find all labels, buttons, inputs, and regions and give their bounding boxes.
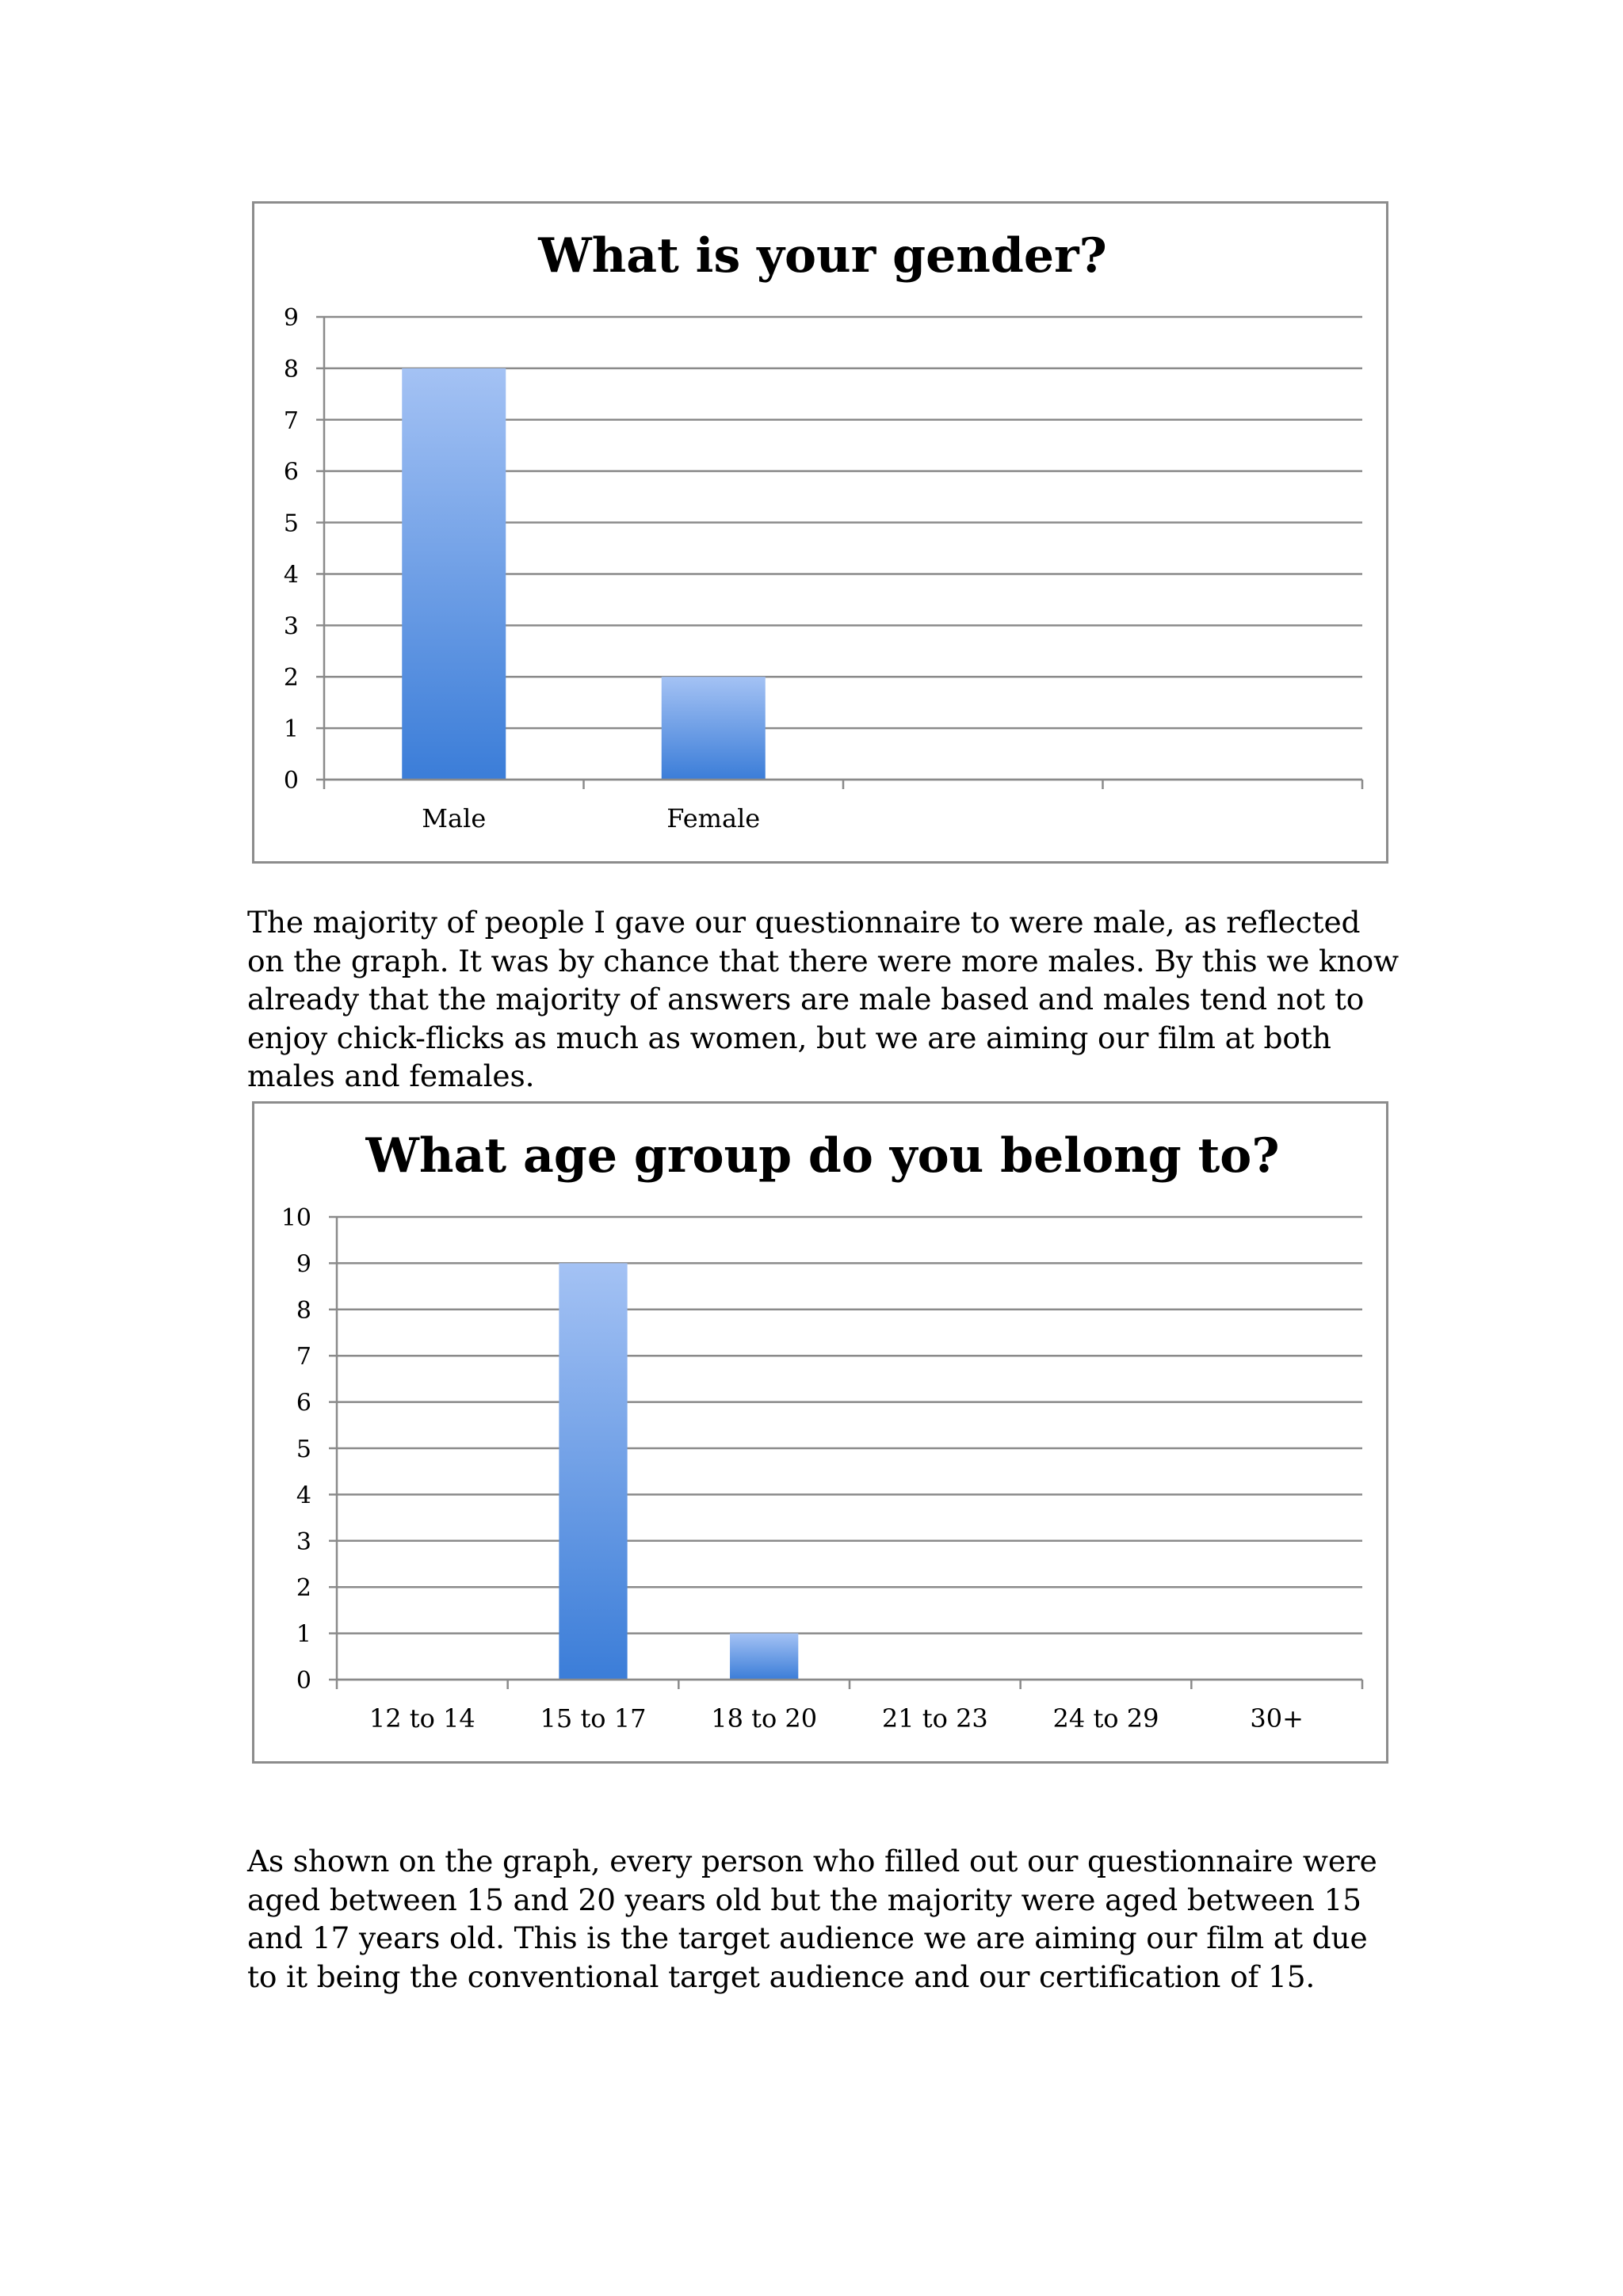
category-label: 18 to 20 (711, 1703, 818, 1733)
y-tick-label: 9 (283, 304, 299, 332)
y-tick-label: 10 (281, 1204, 311, 1232)
y-tick-label: 0 (283, 767, 299, 795)
gender-analysis-paragraph: The majority of people I gave our questionnaire to were male, as reflected on the graph. It was by chance that there were more males. By this we know already that the majority of answers are male based and males tend not to enjoy chick-flicks as much as women, but we are aiming our film at both males and females. (247, 905, 1399, 1093)
category-label: 30+ (1250, 1703, 1304, 1733)
category-label: 12 to 14 (369, 1703, 475, 1733)
y-tick-label: 9 (296, 1250, 311, 1279)
y-tick-label: 2 (283, 664, 299, 692)
y-tick-label: 4 (296, 1482, 311, 1510)
y-tick-label: 0 (296, 1667, 311, 1695)
y-tick-label: 3 (283, 612, 299, 641)
y-tick-label: 8 (296, 1296, 311, 1325)
category-label: 15 to 17 (540, 1703, 647, 1733)
category-label: 21 to 23 (881, 1703, 988, 1733)
chart-title: What is your gender? (538, 228, 1107, 284)
category-label: Male (422, 803, 487, 833)
gender-chart-svg (254, 204, 1386, 861)
bar (402, 368, 506, 780)
y-tick-label: 4 (283, 561, 299, 589)
y-tick-label: 5 (296, 1436, 311, 1463)
age-group-chart (252, 1101, 1388, 1764)
gender-chart (252, 201, 1388, 864)
y-tick-label: 5 (283, 509, 299, 538)
bar (559, 1263, 627, 1680)
bar (662, 677, 766, 780)
y-tick-label: 6 (296, 1389, 311, 1417)
bar (730, 1634, 798, 1680)
y-tick-label: 1 (283, 715, 299, 744)
y-tick-label: 6 (283, 458, 299, 486)
y-tick-label: 7 (283, 406, 299, 435)
age-group-chart-svg (254, 1104, 1386, 1761)
age-analysis-paragraph: As shown on the graph, every person who filled out our questionnaire were aged between 15 and 20 years old but the majority were aged between 15 and 17 years old. This is the target audience we are aiming our film at due to it being the conventional target audience and our certification of 15. (247, 1844, 1377, 1994)
y-tick-label: 7 (296, 1343, 311, 1371)
chart-title: What age group do you belong to? (365, 1128, 1280, 1184)
y-tick-label: 1 (296, 1620, 311, 1649)
category-label: Female (666, 803, 761, 833)
y-tick-label: 2 (296, 1574, 311, 1603)
category-label: 24 to 29 (1052, 1703, 1159, 1733)
y-tick-label: 8 (283, 355, 299, 383)
y-tick-label: 3 (296, 1527, 311, 1556)
